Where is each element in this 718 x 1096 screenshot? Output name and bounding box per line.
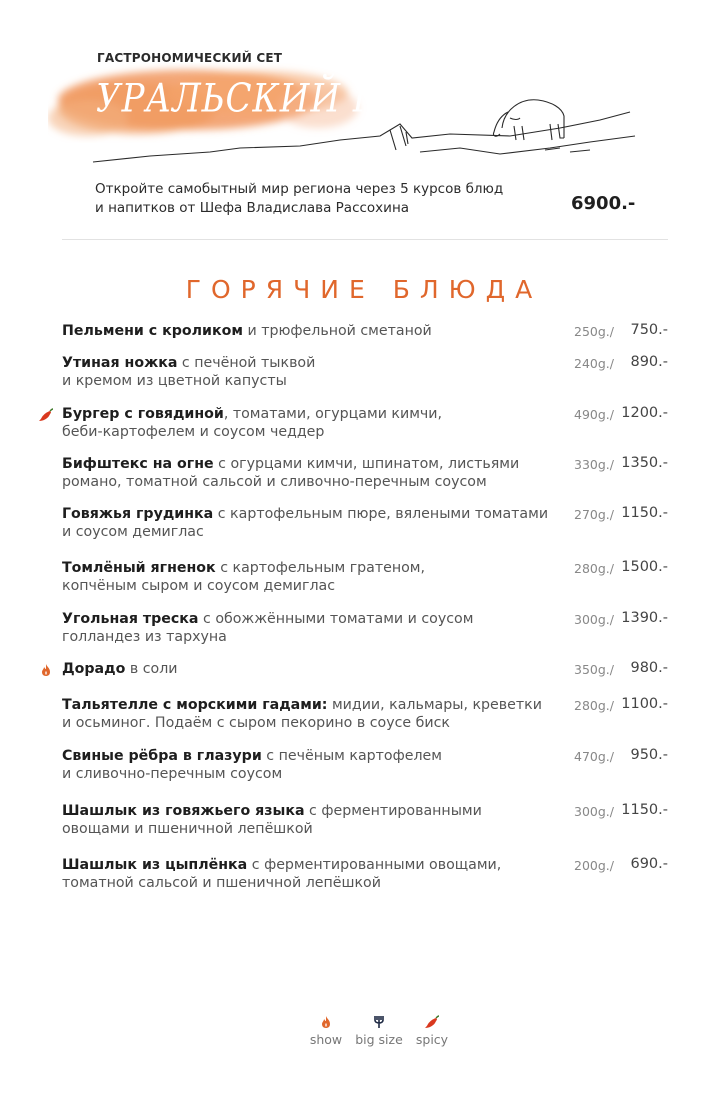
section-title: ГОРЯЧИЕ БЛЮДА	[185, 275, 543, 304]
chili-pepper-icon	[424, 1015, 440, 1029]
item-name: Пельмени с кроликом	[62, 323, 243, 339]
item-description	[62, 505, 552, 541]
intro-line-1: Откройте самобытный мир региона через 5 курсов блюд	[95, 181, 504, 197]
item-line-2: и кремом из цветной капусты	[62, 373, 287, 389]
item-line-1	[62, 856, 552, 874]
legend-big-size	[353, 1015, 405, 1047]
item-price: 1500.-	[621, 559, 668, 575]
item-name: Шашлык из цыплёнка	[62, 857, 248, 873]
item-name: Утиная ножка	[62, 355, 178, 371]
legend-show	[300, 1015, 352, 1047]
item-weight: 470g./	[574, 749, 614, 764]
item-details: с картофельным гратеном,	[215, 560, 426, 576]
elephant-icon	[493, 100, 564, 140]
legend-big-size-label: big size	[355, 1032, 403, 1047]
item-name: Бифштекс на огне	[62, 456, 214, 472]
item-price: 1350.-	[621, 455, 668, 471]
item-weight: 300g./	[574, 612, 614, 627]
item-line-1	[62, 802, 552, 820]
item-price: 980.-	[630, 660, 668, 676]
item-details: в соли	[125, 661, 178, 677]
item-name: Дорадо	[62, 661, 126, 677]
set-price: 6900.-	[571, 193, 636, 214]
item-description	[62, 559, 552, 595]
item-details: с обожжёнными томатами и соусом	[198, 611, 474, 627]
legend-spicy-label: spicy	[415, 1032, 449, 1047]
item-price: 750.-	[630, 322, 668, 338]
item-line-2: беби-картофелем и соусом чеддер	[62, 424, 325, 440]
divider	[62, 239, 668, 240]
item-weight: 270g./	[574, 507, 614, 522]
item-line-1	[62, 322, 552, 340]
item-line-1	[62, 559, 552, 577]
item-description	[62, 322, 552, 340]
item-description	[62, 455, 552, 491]
flame-icon	[40, 662, 54, 678]
item-price: 1200.-	[621, 405, 668, 421]
item-line-2: копчёным сыром и соусом демиглас	[62, 578, 336, 594]
item-weight: 280g./	[574, 698, 614, 713]
item-details: с картофельным пюре, вялеными томатами	[213, 506, 549, 522]
item-description	[62, 696, 552, 732]
item-line-1	[62, 405, 552, 423]
legend-spicy	[406, 1015, 458, 1047]
item-weight: 350g./	[574, 662, 614, 677]
item-line-2: романо, томатной сальсой и сливочно-перечным соусом	[62, 474, 487, 490]
item-description	[62, 856, 552, 892]
item-name: Томлёный ягненок	[62, 560, 216, 576]
item-details: с ферментированными овощами,	[247, 857, 502, 873]
item-name: Шашлык из говяжьего языка	[62, 803, 305, 819]
item-weight: 490g./	[574, 407, 614, 422]
item-line-2: и сливочно-перечным соусом	[62, 766, 283, 782]
item-line-1	[62, 610, 552, 628]
item-price: 890.-	[630, 354, 668, 370]
item-line-1	[62, 660, 552, 678]
set-title: УРАЛЬСКИЙ ПУТЬ	[96, 76, 457, 122]
set-description	[95, 180, 535, 218]
item-price: 1100.-	[621, 696, 668, 712]
item-line-1	[62, 747, 552, 765]
legend	[300, 1015, 460, 1055]
item-line-1	[62, 455, 552, 473]
item-line-1	[62, 354, 552, 372]
intro-line-2: и напитков от Шефа Владислава Рассохина	[95, 200, 410, 216]
item-weight: 330g./	[574, 457, 614, 472]
legend-show-label: show	[309, 1032, 343, 1047]
item-description	[62, 354, 552, 390]
item-details: с ферментированными	[304, 803, 482, 819]
item-details: мидии, кальмары, креветки	[327, 697, 542, 713]
item-details: и трюфельной сметаной	[242, 323, 432, 339]
item-line-2: и соусом демиглас	[62, 524, 204, 540]
item-details: с печёным картофелем	[261, 748, 442, 764]
item-line-1	[62, 696, 552, 714]
item-details: , томатами, огурцами кимчи,	[223, 406, 443, 422]
item-name: Бургер с говядиной	[62, 406, 224, 422]
item-name: Свиные рёбра в глазури	[62, 748, 262, 764]
item-price: 1150.-	[621, 802, 668, 818]
item-price: 1150.-	[621, 505, 668, 521]
item-price: 950.-	[630, 747, 668, 763]
item-name: Говяжья грудинка	[62, 506, 214, 522]
chili-pepper-icon	[38, 407, 52, 423]
flame-icon	[320, 1015, 332, 1029]
item-description	[62, 660, 552, 678]
item-weight: 250g./	[574, 324, 614, 339]
item-price: 690.-	[630, 856, 668, 872]
item-weight: 300g./	[574, 804, 614, 819]
item-line-2: овощами и пшеничной лепёшкой	[62, 821, 313, 837]
item-description	[62, 747, 552, 783]
item-price: 1390.-	[621, 610, 668, 626]
item-details: с печёной тыквой	[177, 355, 316, 371]
set-header	[0, 0, 718, 240]
landscape-sketch	[90, 90, 640, 170]
item-description	[62, 802, 552, 838]
fork-icon	[373, 1015, 385, 1029]
item-line-2: и осьминог. Подаём с сыром пекорино в соусе биск	[62, 715, 451, 731]
item-description	[62, 405, 552, 441]
item-description	[62, 610, 552, 646]
item-weight: 240g./	[574, 356, 614, 371]
item-weight: 280g./	[574, 561, 614, 576]
item-weight: 200g./	[574, 858, 614, 873]
item-details: с огурцами кимчи, шпинатом, листьями	[213, 456, 520, 472]
item-name: Тальятелле с морскими гадами:	[62, 697, 328, 713]
item-line-1	[62, 505, 552, 523]
item-line-2: томатной сальсой и пшеничной лепёшкой	[62, 875, 381, 891]
set-label: ГАСТРОНОМИЧЕСКИЙ СЕТ	[97, 51, 283, 65]
item-name: Угольная треска	[62, 611, 199, 627]
item-line-2: голландез из тархуна	[62, 629, 227, 645]
